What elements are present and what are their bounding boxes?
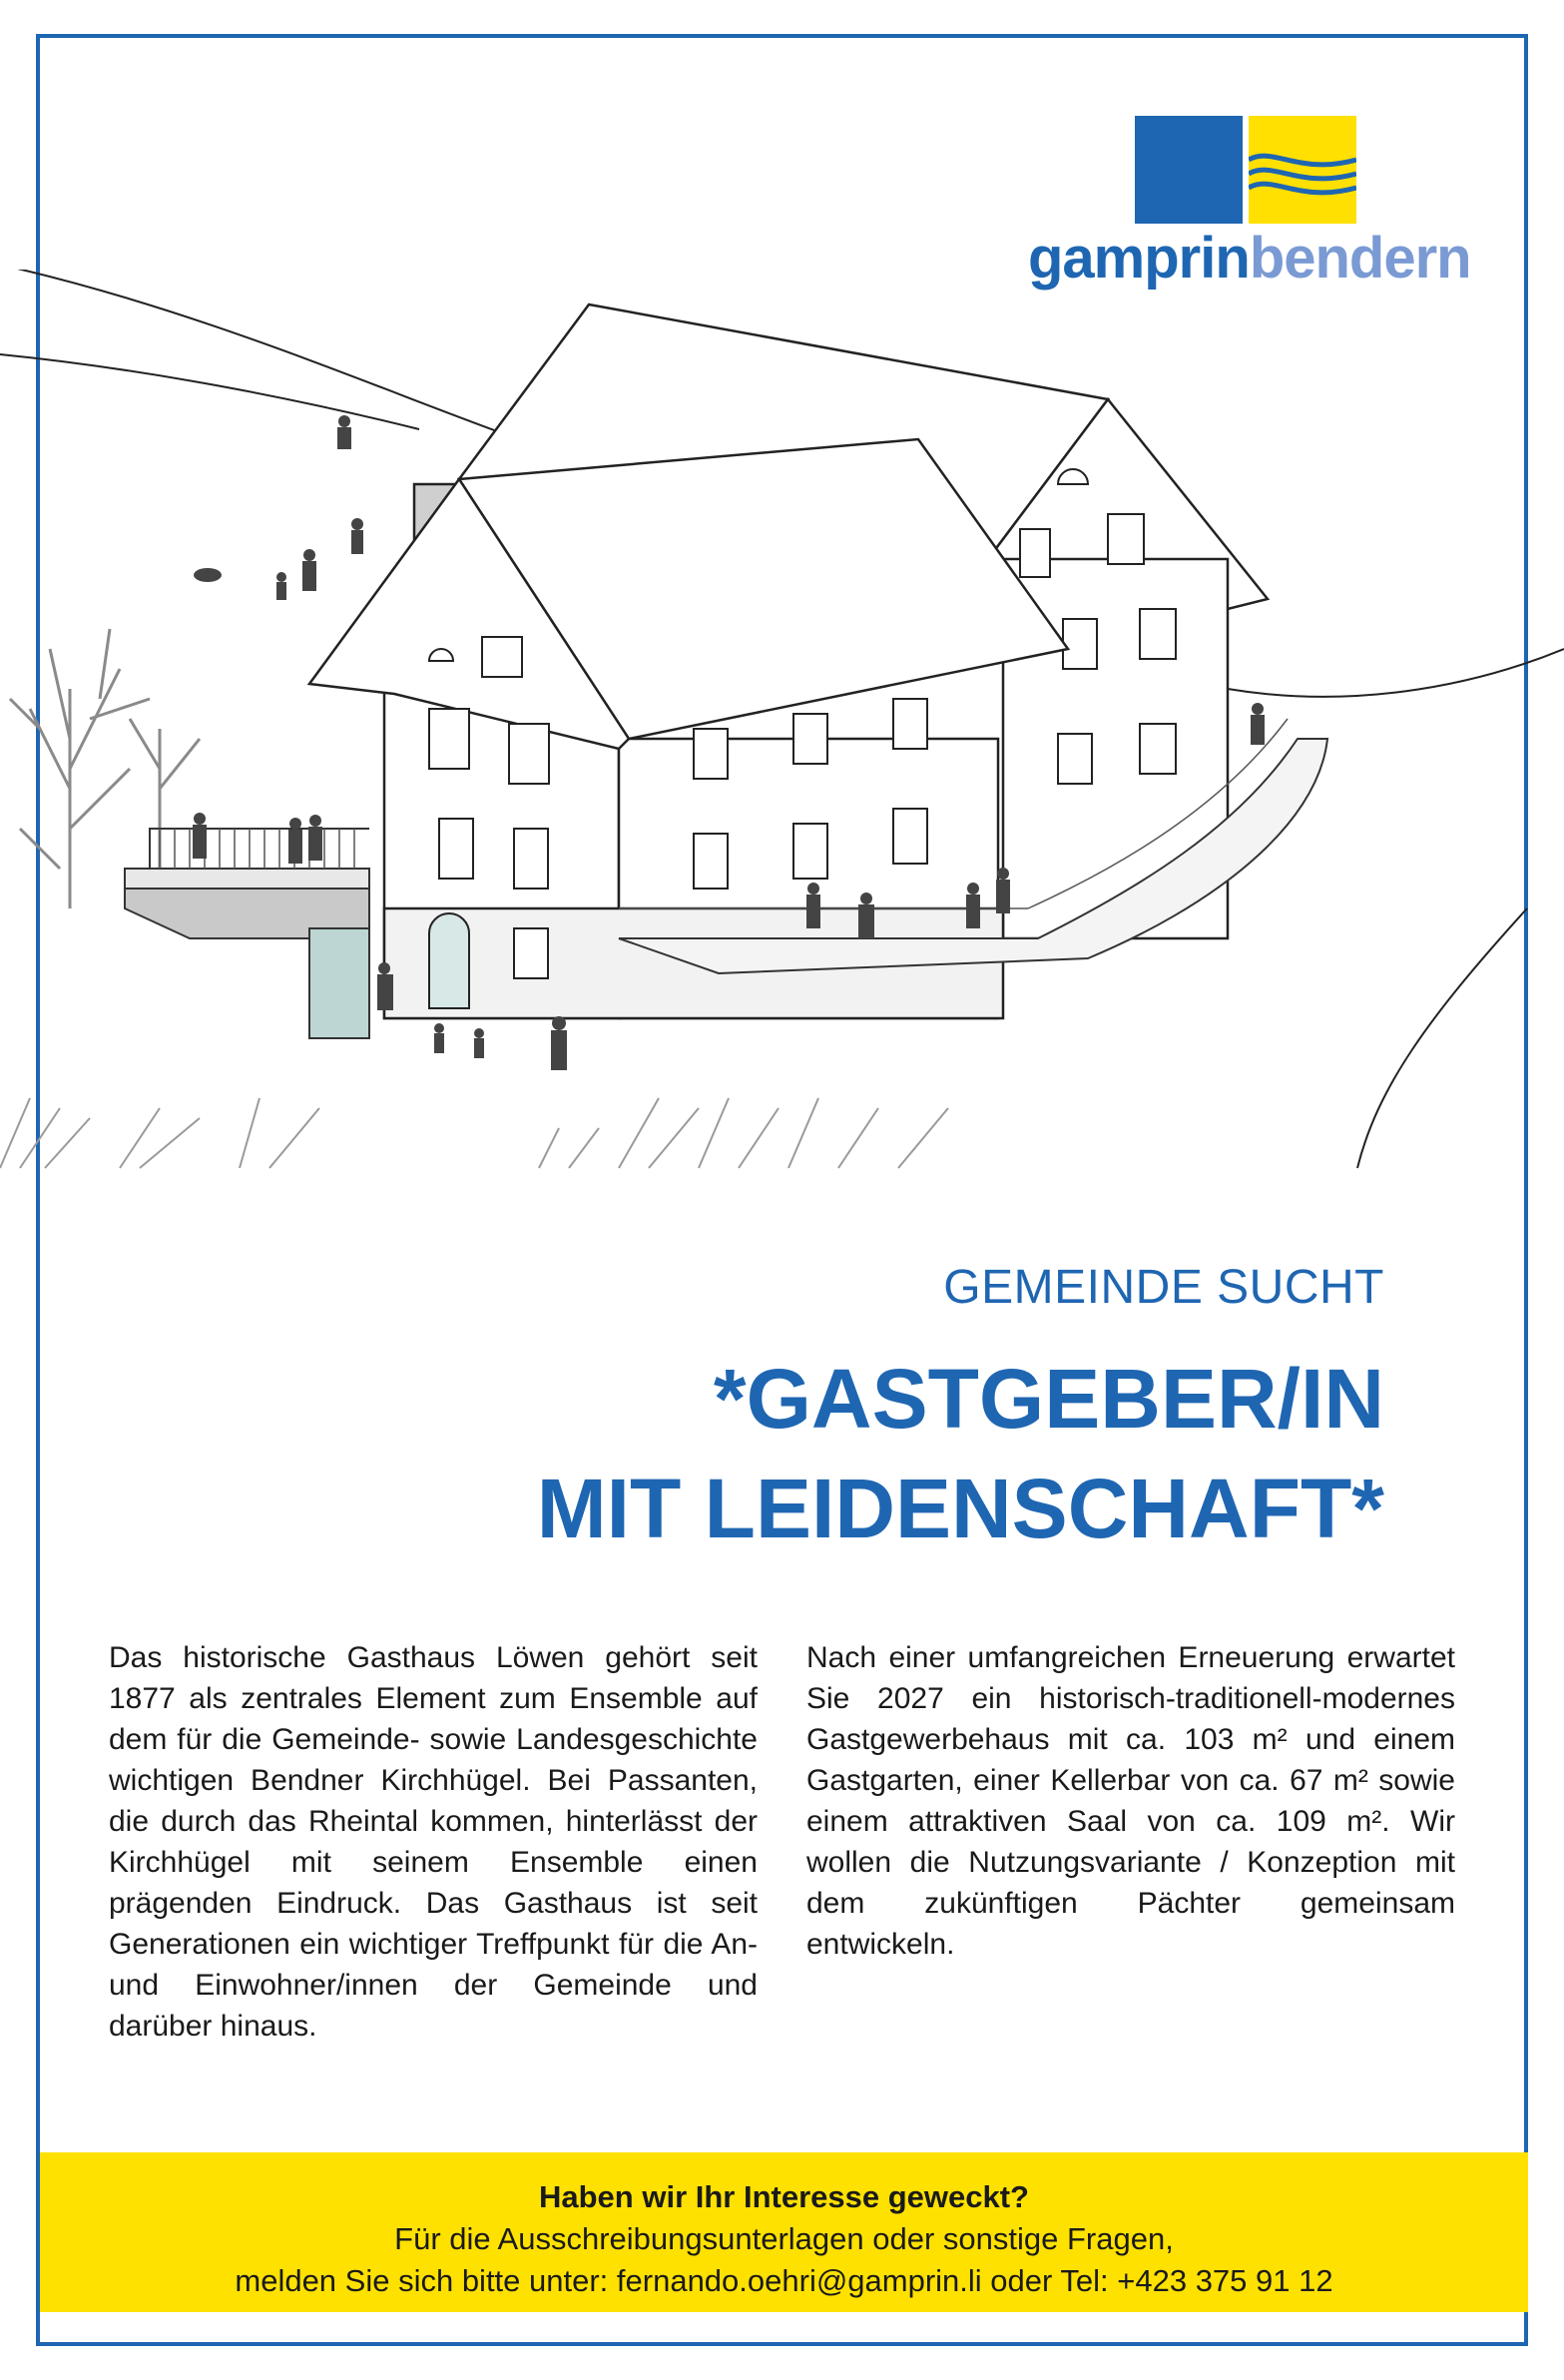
banner-contact: melden Sie sich bitte unter: fernando.oehri@gamprin.li oder Tel: +423 375 91 12	[235, 2263, 1333, 2298]
people-icon	[194, 415, 363, 600]
body-text-left: Das historische Gasthaus Löwen gehört seit 1877 als zentrales Element zum Ensemble auf dem für die Gemeinde- sowie Landesgeschichte wichtigen Bendner Kirchhügel. Bei Passanten, die durch das Rheintal kommen, hinterlässt der Kirchhügel mit seinem Ensemble einen prägenden Eindruck. Das Gasthaus ist seit Generationen ein wichtiger Treffpunkt für die An- und Einwohner/innen der Gemeinde und darüber hinaus.	[109, 1641, 758, 2043]
logo-blue-square	[1135, 116, 1243, 224]
headline	[537, 1344, 1384, 1563]
logo-wordmark-gamprin: gamprin	[1028, 226, 1250, 291]
logo-wordmark-bendern: bendern	[1249, 226, 1471, 291]
logo-wordmark	[1028, 226, 1471, 291]
subheading: GEMEINDE SUCHT	[943, 1261, 1384, 1314]
logo-yellow-square	[1249, 116, 1356, 224]
tree-icon	[10, 629, 200, 908]
body-text-right: Nach einer umfangreichen Erneuerung erwartet Sie 2027 ein historisch-traditionell-modernes Gastgewerbehaus mit ca. 103 m² und einem Gastgarten, einer Kellerbar von ca. 67 m² sowie einem attraktiven Saal von ca. 109 m². Wir wollen die Nutzungsvariante / Konzeption mit dem zukünftigen Pächter gemeinsam entwickeln.	[806, 1641, 1455, 1961]
gasthaus-illustration	[0, 270, 1564, 1178]
headline-line-1: *GASTGEBER/IN	[713, 1352, 1384, 1446]
wave-icon	[1249, 116, 1356, 224]
headline-line-2: MIT LEIDENSCHAFT*	[536, 1462, 1384, 1555]
contact-banner	[40, 2152, 1528, 2312]
banner-title: Haben wir Ihr Interesse geweckt?	[538, 2179, 1029, 2214]
gamprinbendern-logo	[1028, 112, 1471, 301]
banner-text: Für die Ausschreibungsunterlagen oder sonstige Fragen,	[394, 2221, 1174, 2256]
